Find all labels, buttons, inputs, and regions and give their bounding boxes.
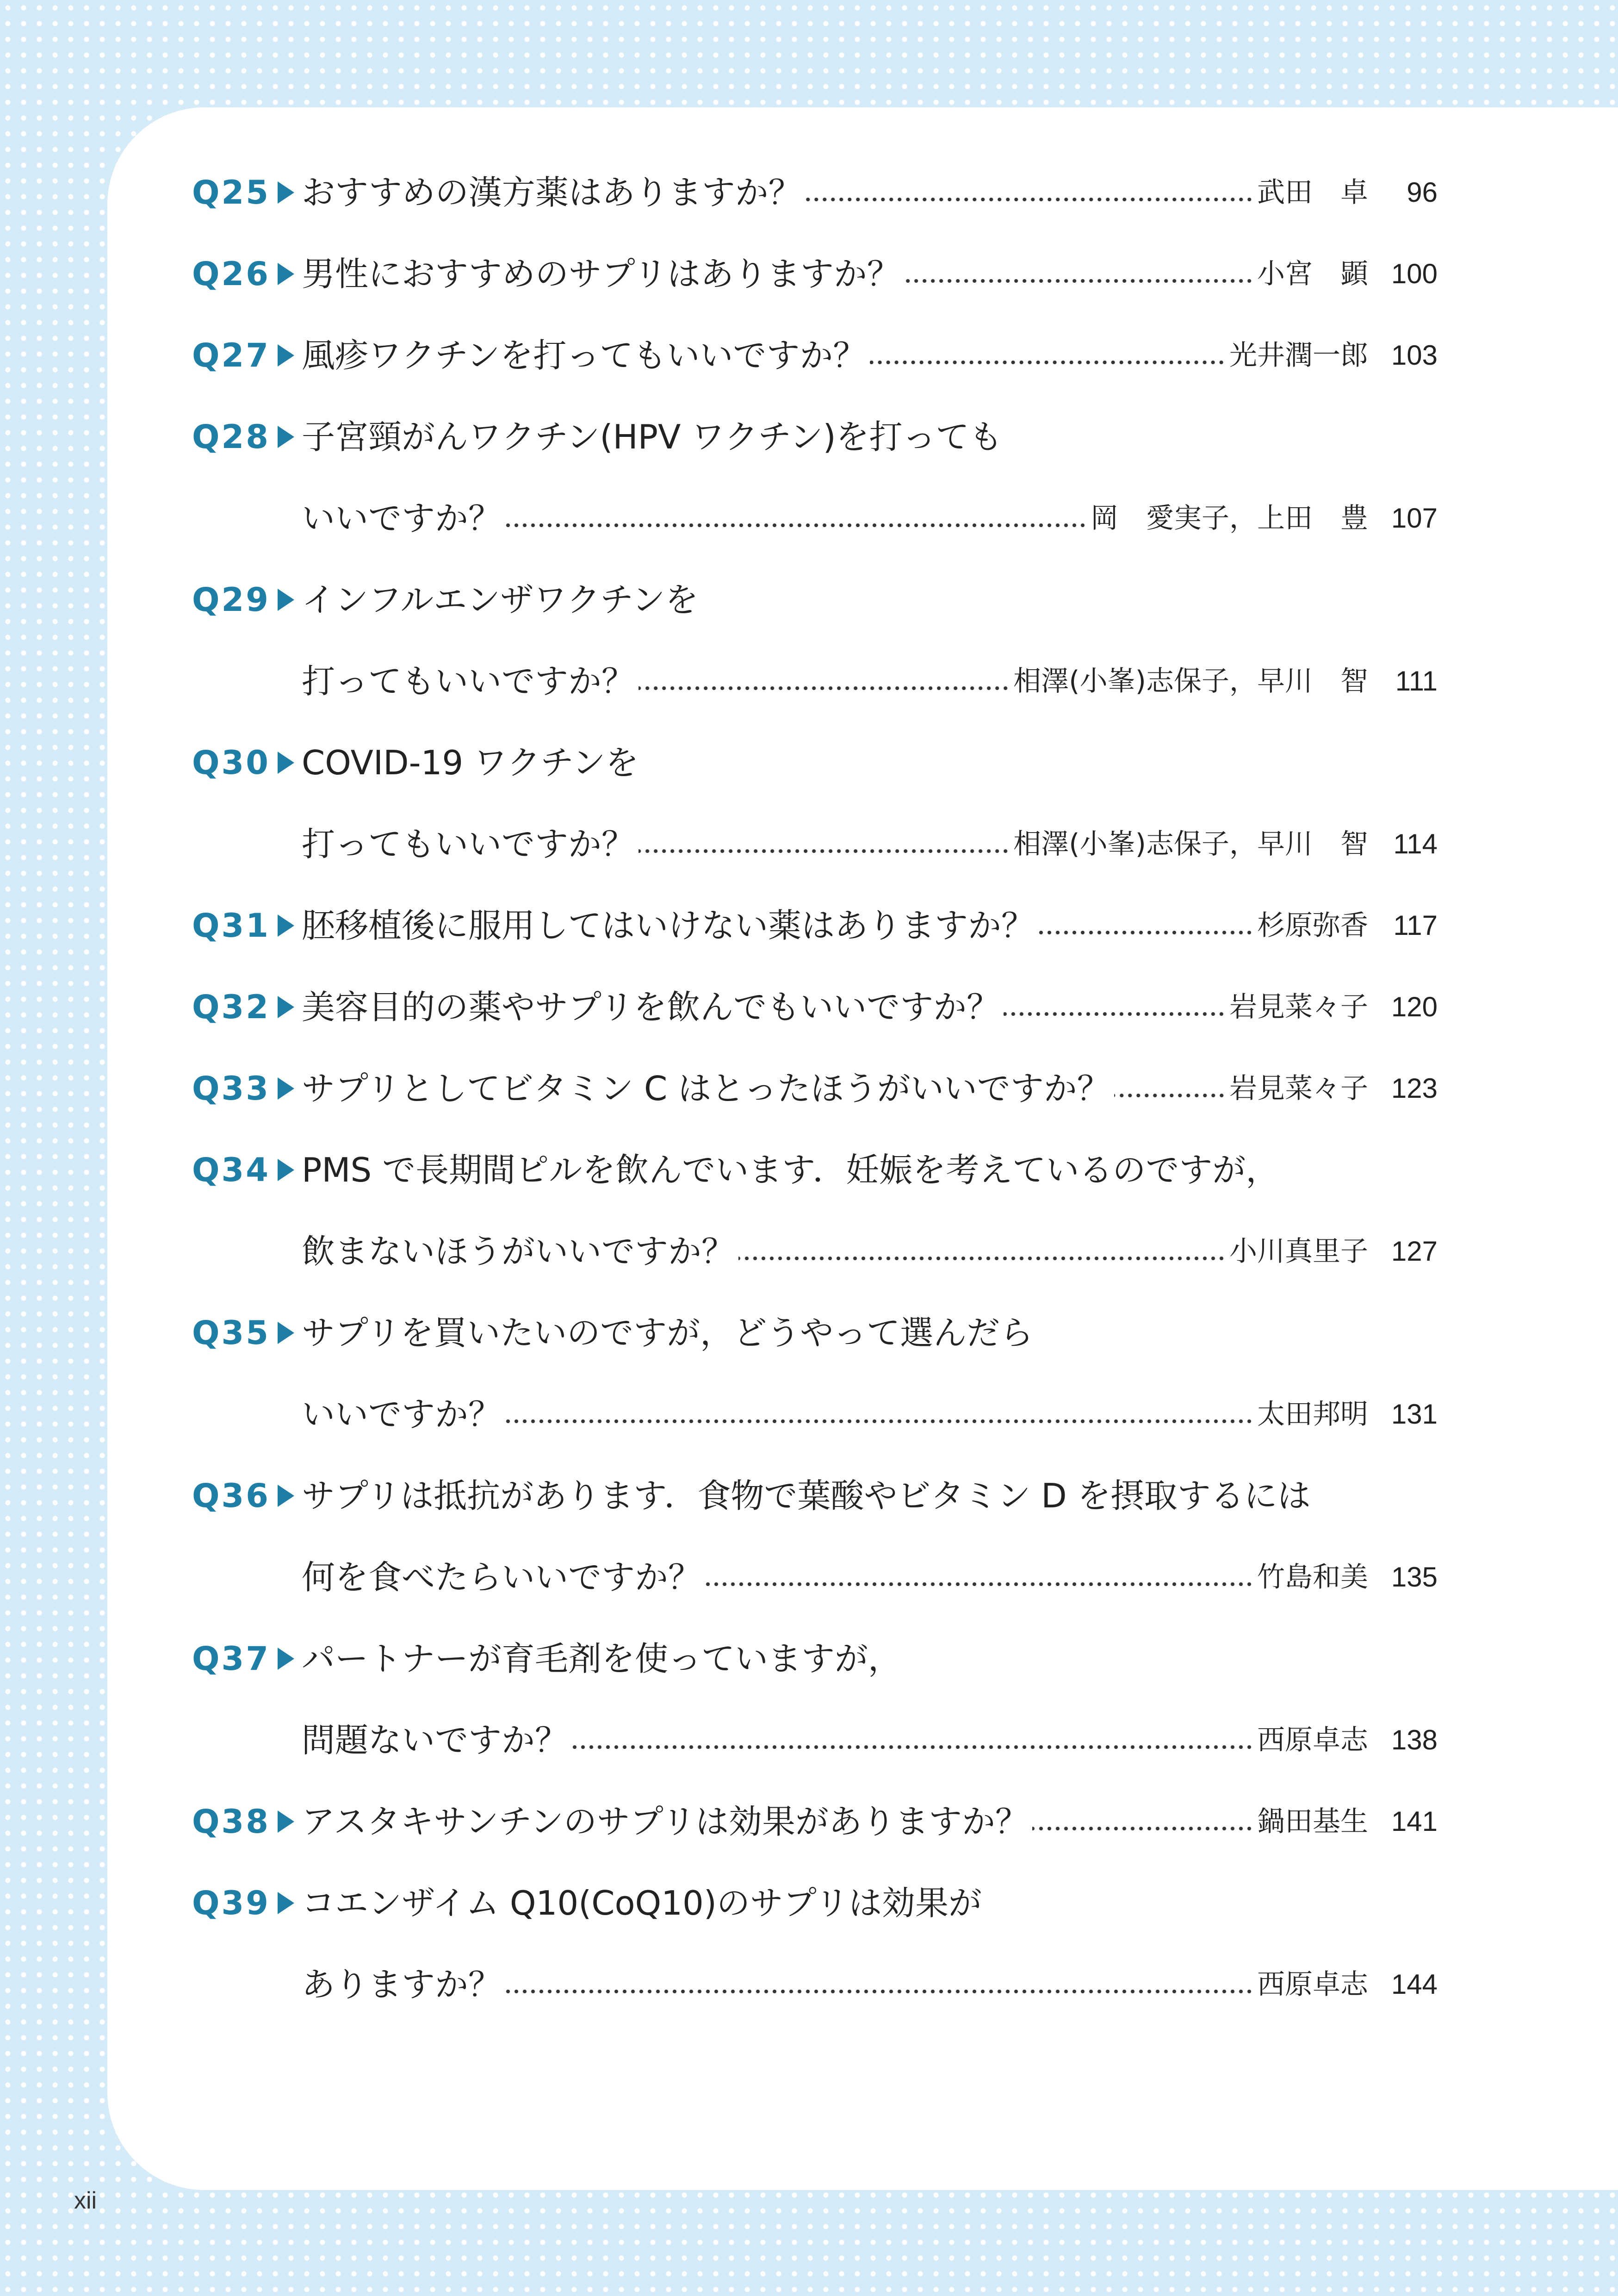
entry-title-line bbox=[302, 1618, 1438, 1699]
dot-leader bbox=[738, 1257, 1226, 1260]
entry-title-line bbox=[302, 396, 1438, 478]
entry-title-line bbox=[302, 559, 1438, 641]
question-number: Q26 bbox=[192, 255, 270, 293]
author-name: 杉原弥香 bbox=[1257, 909, 1368, 942]
dot-leader bbox=[904, 279, 1253, 283]
triangle-marker-icon bbox=[278, 1892, 294, 1914]
page-ref: 117 bbox=[1393, 910, 1438, 941]
entry-leader-line bbox=[302, 315, 1438, 396]
question-title: COVID-19 ワクチンを bbox=[302, 743, 639, 782]
question-title: 風疹ワクチンを打ってもいいですか？ bbox=[302, 336, 867, 375]
dot-leader bbox=[639, 686, 1010, 690]
toc-entry[interactable] bbox=[0, 315, 1618, 396]
question-title: 問題ないですか？ bbox=[302, 1721, 569, 1760]
author-name: 相澤(小峯)志保子，早川 智 bbox=[1013, 665, 1368, 697]
author-name: 岡 愛実子，上田 豊 bbox=[1091, 502, 1368, 535]
page-ref: 103 bbox=[1391, 340, 1438, 371]
question-title: PMS で長期間ピルを飲んでいます．妊娠を考えているのですが， bbox=[302, 1151, 1279, 1189]
dot-leader bbox=[505, 1990, 1253, 1993]
author-name: 相澤(小峯)志保子，早川 智 bbox=[1013, 828, 1368, 860]
question-number: Q35 bbox=[192, 1314, 270, 1352]
question-number: Q34 bbox=[192, 1151, 270, 1189]
page-ref: 138 bbox=[1391, 1724, 1438, 1755]
toc-entry[interactable] bbox=[0, 233, 1618, 315]
entry-title-line bbox=[302, 1129, 1438, 1211]
question-title: 子宮頸がんワクチン(HPV ワクチン)を打っても bbox=[302, 417, 1003, 456]
question-number: Q31 bbox=[192, 907, 270, 945]
toc-entry[interactable] bbox=[0, 152, 1618, 233]
entry-title-line bbox=[302, 1292, 1438, 1374]
question-title: 胚移植後に服用してはいけない薬はありますか？ bbox=[302, 906, 1035, 945]
question-number: Q28 bbox=[192, 418, 270, 456]
question-title: アスタキサンチンのサプリは効果がありますか？ bbox=[302, 1802, 1029, 1841]
entry-leader-line bbox=[302, 803, 1438, 885]
question-title: サプリとしてビタミン C はとったほうがいいですか？ bbox=[302, 1069, 1110, 1108]
question-title: 美容目的の薬やサプリを飲んでもいいですか？ bbox=[302, 988, 1000, 1027]
page-ref: 111 bbox=[1395, 666, 1438, 697]
entry-leader-line bbox=[302, 1699, 1438, 1781]
question-title: インフルエンザワクチンを bbox=[302, 580, 699, 619]
dot-leader bbox=[870, 361, 1226, 364]
question-title: おすすめの漢方薬はありますか？ bbox=[302, 173, 802, 212]
entry-leader-line bbox=[302, 641, 1438, 722]
author-name: 光井潤一郎 bbox=[1229, 339, 1368, 372]
author-name: 太田邦明 bbox=[1257, 1398, 1368, 1431]
page-ref: 144 bbox=[1391, 1969, 1438, 2000]
author-name: 小宮 顕 bbox=[1257, 258, 1368, 290]
entry-leader-line bbox=[302, 1781, 1438, 1862]
toc-entry[interactable] bbox=[0, 1129, 1618, 1292]
question-number: Q36 bbox=[192, 1477, 270, 1515]
triangle-marker-icon bbox=[278, 181, 294, 204]
entry-title-line bbox=[302, 1862, 1438, 1944]
toc-entry[interactable] bbox=[0, 885, 1618, 966]
triangle-marker-icon bbox=[278, 1648, 294, 1670]
page-ref: 120 bbox=[1391, 991, 1438, 1022]
page-ref: 100 bbox=[1391, 258, 1438, 289]
entry-leader-line bbox=[302, 1537, 1438, 1618]
entry-title-line bbox=[302, 1455, 1438, 1537]
entry-title-line bbox=[302, 722, 1438, 803]
question-title: 男性におすすめのサプリはありますか？ bbox=[302, 255, 900, 293]
triangle-marker-icon bbox=[278, 263, 294, 285]
dot-leader bbox=[705, 1582, 1253, 1586]
entry-leader-line bbox=[302, 966, 1438, 1048]
triangle-marker-icon bbox=[278, 996, 294, 1018]
dot-leader bbox=[1004, 1012, 1226, 1016]
toc-entry[interactable] bbox=[0, 396, 1618, 559]
toc-entry[interactable] bbox=[0, 722, 1618, 885]
author-name: 武田 卓 bbox=[1257, 176, 1368, 209]
toc-entry[interactable] bbox=[0, 1048, 1618, 1129]
author-name: 小川真里子 bbox=[1229, 1235, 1368, 1268]
triangle-marker-icon bbox=[278, 1077, 294, 1100]
entry-leader-line bbox=[302, 233, 1438, 315]
toc-entry[interactable] bbox=[0, 559, 1618, 722]
dot-leader bbox=[572, 1745, 1253, 1749]
question-number: Q39 bbox=[192, 1884, 270, 1922]
toc-entry[interactable] bbox=[0, 1618, 1618, 1781]
dot-leader bbox=[806, 198, 1253, 201]
page-ref: 123 bbox=[1391, 1073, 1438, 1104]
toc-entry[interactable] bbox=[0, 1781, 1618, 1862]
question-title: コエンザイム Q10(CoQ10)のサプリは効果が bbox=[302, 1884, 982, 1923]
dot-leader bbox=[505, 523, 1087, 527]
question-number: Q25 bbox=[192, 174, 270, 212]
author-name: 岩見菜々子 bbox=[1229, 991, 1368, 1023]
entry-leader-line bbox=[302, 1944, 1438, 2025]
triangle-marker-icon bbox=[278, 1322, 294, 1344]
triangle-marker-icon bbox=[278, 344, 294, 367]
entry-leader-line bbox=[302, 1048, 1438, 1129]
question-title: パートナーが育毛剤を使っていますが， bbox=[302, 1639, 902, 1678]
question-title: いいですか？ bbox=[302, 1395, 502, 1434]
page-ref: 135 bbox=[1391, 1562, 1438, 1593]
entry-leader-line bbox=[302, 885, 1438, 966]
question-title: 打ってもいいですか？ bbox=[302, 662, 635, 701]
question-number: Q37 bbox=[192, 1640, 270, 1678]
author-name: 竹島和美 bbox=[1257, 1561, 1368, 1593]
triangle-marker-icon bbox=[278, 752, 294, 774]
question-title: ありますか？ bbox=[302, 1965, 502, 2004]
triangle-marker-icon bbox=[278, 1159, 294, 1181]
question-title: サプリは抵抗があります．食物で葉酸やビタミン D を摂取するには bbox=[302, 1476, 1311, 1515]
author-name: 鍋田基生 bbox=[1257, 1805, 1368, 1838]
toc-entry[interactable] bbox=[0, 1292, 1618, 1455]
page-ref: 127 bbox=[1391, 1236, 1438, 1267]
question-title: 何を食べたらいいですか？ bbox=[302, 1558, 702, 1597]
entry-leader-line bbox=[302, 1374, 1438, 1455]
triangle-marker-icon bbox=[278, 915, 294, 937]
question-number: Q27 bbox=[192, 336, 270, 374]
question-number: Q32 bbox=[192, 988, 270, 1026]
toc-entry[interactable] bbox=[0, 966, 1618, 1048]
entry-leader-line bbox=[302, 1211, 1438, 1292]
page-ref: 131 bbox=[1391, 1399, 1438, 1430]
triangle-marker-icon bbox=[278, 1485, 294, 1507]
dot-leader bbox=[1032, 1827, 1253, 1830]
question-number: Q29 bbox=[192, 581, 270, 619]
page-ref: 141 bbox=[1391, 1806, 1438, 1837]
dot-leader bbox=[505, 1419, 1253, 1423]
entry-leader-line bbox=[302, 478, 1438, 559]
author-name: 西原卓志 bbox=[1257, 1968, 1368, 2001]
author-name: 岩見菜々子 bbox=[1229, 1072, 1368, 1105]
page-ref: 107 bbox=[1391, 503, 1438, 534]
entry-leader-line bbox=[302, 152, 1438, 233]
dot-leader bbox=[1038, 931, 1253, 934]
question-number: Q30 bbox=[192, 744, 270, 782]
dot-leader bbox=[1114, 1094, 1226, 1097]
question-title: 打ってもいいですか？ bbox=[302, 825, 635, 864]
toc-entry[interactable] bbox=[0, 1862, 1618, 2025]
page-ref: 114 bbox=[1393, 828, 1438, 859]
toc-entry[interactable] bbox=[0, 1455, 1618, 1618]
dot-leader bbox=[639, 849, 1010, 853]
question-number: Q38 bbox=[192, 1803, 270, 1841]
question-title: サプリを買いたいのですが，どうやって選んだら bbox=[302, 1313, 1034, 1352]
page-number: xii bbox=[74, 2187, 97, 2214]
author-name: 西原卓志 bbox=[1257, 1724, 1368, 1756]
question-title: 飲まないほうがいいですか？ bbox=[302, 1232, 735, 1271]
triangle-marker-icon bbox=[278, 589, 294, 611]
triangle-marker-icon bbox=[278, 426, 294, 448]
triangle-marker-icon bbox=[278, 1811, 294, 1833]
question-title: いいですか？ bbox=[302, 499, 502, 538]
question-number: Q33 bbox=[192, 1070, 270, 1108]
page-ref: 96 bbox=[1407, 177, 1438, 208]
